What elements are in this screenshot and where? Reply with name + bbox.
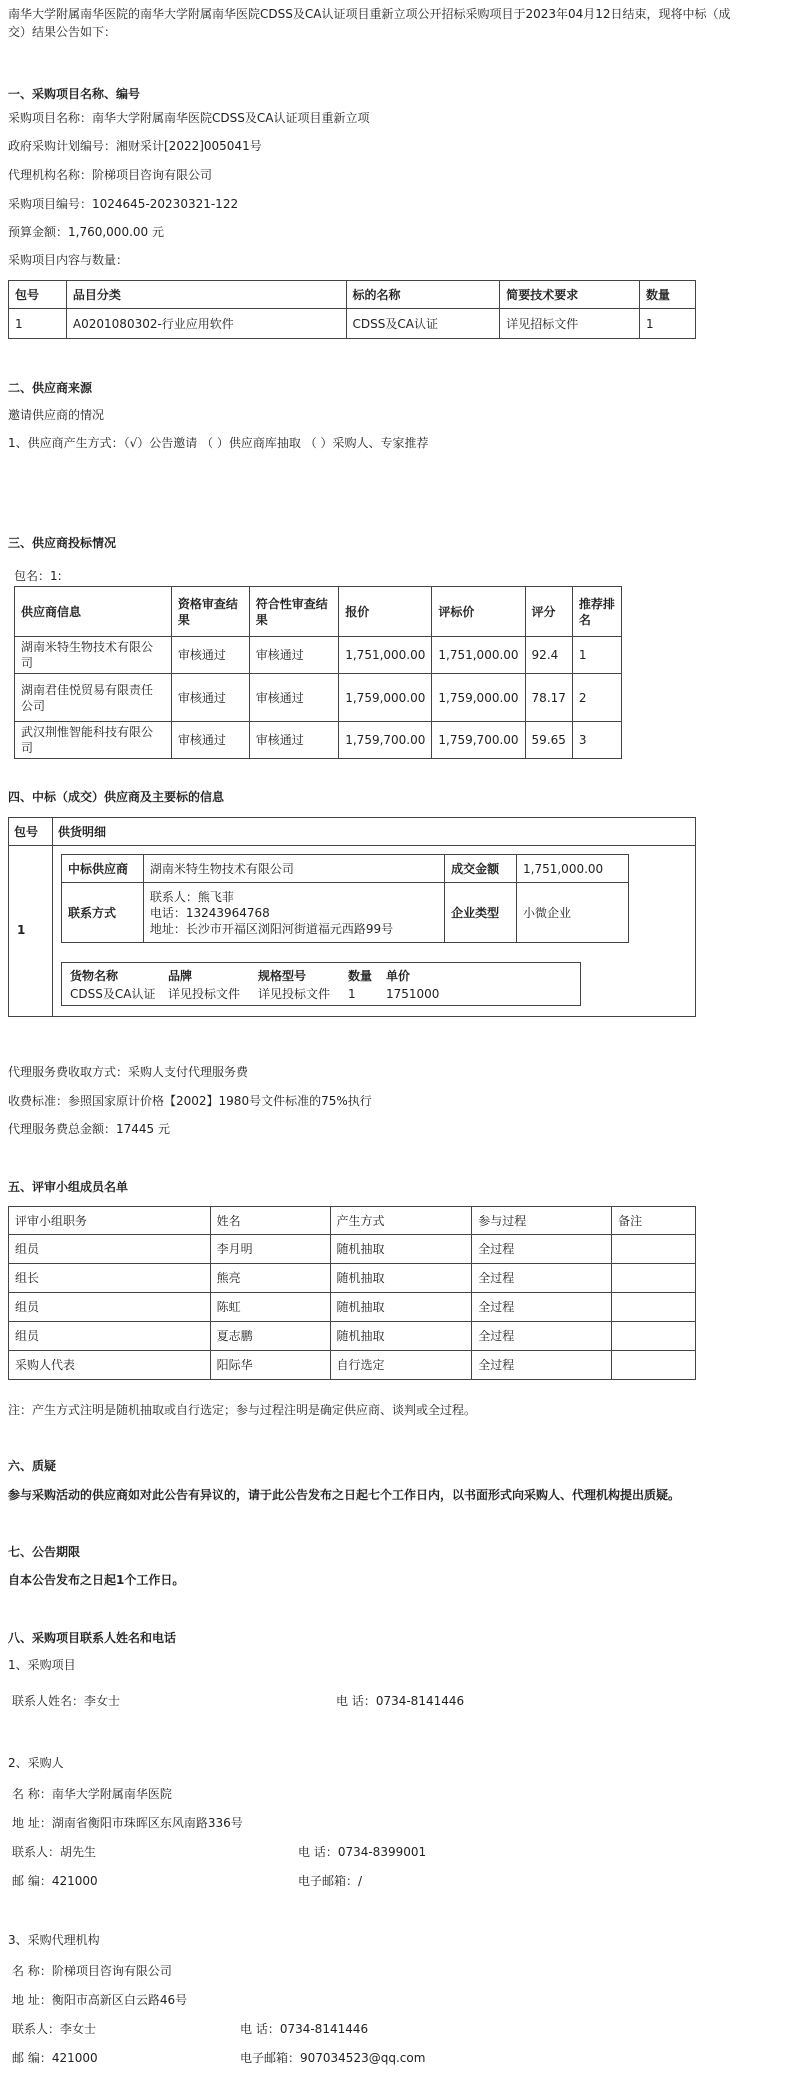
package-label: 包名：1:	[14, 569, 62, 583]
table-cell: 夏志鹏	[210, 1322, 330, 1351]
purchaser-name: 名 称：南华大学附属南华医院	[12, 1787, 172, 1801]
table-cell: 随机抽取	[330, 1264, 472, 1293]
table-cell: 随机抽取	[330, 1235, 472, 1264]
amount-label: 成交金额	[445, 855, 517, 883]
header-cell: 符合性审查结果	[249, 587, 338, 637]
table-cell	[612, 1322, 696, 1351]
goods-cell: 详见投标文件	[258, 987, 331, 1001]
pkg-number: 1	[17, 923, 26, 937]
contact-row	[62, 883, 629, 943]
table-row	[15, 674, 622, 722]
table-row	[9, 1322, 696, 1351]
agency-phone: 电 话：0734-8141446	[240, 2022, 369, 2036]
invite-label: 邀请供应商的情况	[8, 408, 105, 422]
period-text: 自本公告发布之日起1个工作日。	[8, 1573, 185, 1587]
table-row	[9, 1235, 696, 1264]
table-cell: 1,759,000.00	[432, 674, 525, 722]
section-3-title: 三、供应商投标情况	[8, 536, 117, 550]
section-5-title: 五、评审小组成员名单	[8, 1180, 129, 1194]
contact-phone: 电话：13243964768	[149, 905, 270, 920]
agency-contact-name: 名 称：阶梯项目咨询有限公司	[12, 1964, 172, 1978]
fee-method: 代理服务费收取方式：采购人支付代理服务费	[8, 1065, 249, 1079]
committee-table	[8, 1206, 696, 1380]
table-header-row	[9, 1207, 696, 1235]
header-cell: 品目分类	[66, 281, 346, 309]
goods-cell: CDSS及CA认证	[70, 987, 156, 1001]
table-cell: 组员	[9, 1293, 211, 1322]
table-cell: 59.65	[525, 722, 572, 759]
winner-info-box	[8, 817, 696, 1017]
table-cell: 武汉荆惟智能科技有限公司	[15, 722, 172, 759]
header-cell: 评分	[525, 587, 572, 637]
table-cell: 3	[572, 722, 621, 759]
header-cell: 姓名	[210, 1207, 330, 1235]
table-cell: 1,759,000.00	[339, 674, 432, 722]
table-row	[9, 1264, 696, 1293]
goods-header: 规格型号	[258, 969, 307, 983]
budget-amount: 预算金额：1,760,000.00 元	[8, 225, 164, 239]
table-cell: 2	[572, 674, 621, 722]
table-cell	[612, 1351, 696, 1380]
table-cell: 李月明	[210, 1235, 330, 1264]
goods-cell: 详见投标文件	[168, 987, 241, 1001]
supplier-method: 1、供应商产生方式：（√）公告邀请 （ ）供应商库抽取 （ ）采购人、专家推荐	[8, 436, 429, 450]
committee-note: 注：产生方式注明是随机抽取或自行选定；参与过程注明是确定供应商、谈判或全过程。	[8, 1403, 477, 1417]
fee-total: 代理服务费总金额：17445 元	[8, 1122, 170, 1136]
header-cell: 标的名称	[346, 281, 500, 309]
table-cell: 熊亮	[210, 1264, 330, 1293]
table-cell: 审核通过	[249, 722, 338, 759]
table-cell: 全过程	[472, 1293, 612, 1322]
challenge-text: 参与采购活动的供应商如对此公告有异议的，请于此公告发布之日起七个工作日内，以书面形式向采购人、代理机构提出质疑。	[8, 1488, 681, 1502]
section-4-title: 四、中标（成交）供应商及主要标的信息	[8, 790, 225, 804]
pkg-header-label: 包号	[14, 825, 39, 839]
table-cell: 审核通过	[171, 722, 249, 759]
detail-header-label: 供货明细	[58, 825, 107, 839]
goods-header: 货物名称	[70, 969, 119, 983]
header-cell: 备注	[612, 1207, 696, 1235]
section-1-title: 一、采购项目名称、编号	[8, 87, 141, 101]
table-cell: 1,759,700.00	[339, 722, 432, 759]
header-cell: 参与过程	[472, 1207, 612, 1235]
winner-header-detail	[53, 818, 695, 846]
goods-box	[61, 962, 581, 1006]
winner-row	[62, 855, 629, 883]
contact-label: 联系方式	[62, 883, 144, 943]
goods-header: 单价	[386, 969, 411, 983]
agency-contact: 联系人：李女士	[12, 2022, 97, 2036]
table-cell: 组长	[9, 1264, 211, 1293]
table-cell: 详见招标文件	[500, 309, 640, 339]
content-label: 采购项目内容与数量：	[8, 253, 129, 267]
goods-header: 品牌	[168, 969, 193, 983]
table-row	[15, 637, 622, 674]
project-content-table	[8, 280, 696, 339]
table-cell: 组员	[9, 1322, 211, 1351]
table-cell: 1	[9, 309, 67, 339]
table-cell: 组员	[9, 1235, 211, 1264]
table-cell	[612, 1293, 696, 1322]
header-cell: 推荐排名	[572, 587, 621, 637]
table-cell: 审核通过	[249, 674, 338, 722]
table-header-row	[15, 587, 622, 637]
table-cell: CDSS及CA认证	[346, 309, 500, 339]
table-cell: 1	[572, 637, 621, 674]
header-cell: 简要技术要求	[500, 281, 640, 309]
table-cell: 1,751,000.00	[432, 637, 525, 674]
table-cell: 1,759,700.00	[432, 722, 525, 759]
contact-address: 地址：长沙市开福区浏阳河街道福元西路99号	[149, 921, 394, 936]
section-8-title: 八、采购项目联系人姓名和电话	[8, 1631, 177, 1645]
header-cell: 报价	[339, 587, 432, 637]
table-cell: 陈虹	[210, 1293, 330, 1322]
table-cell: 全过程	[472, 1264, 612, 1293]
winner-detail-table	[61, 854, 629, 943]
bid-table	[14, 586, 622, 759]
table-cell: A0201080302-行业应用软件	[66, 309, 346, 339]
purchaser-email: 电子邮箱：/	[298, 1874, 363, 1888]
table-cell: 全过程	[472, 1351, 612, 1380]
table-row	[9, 1293, 696, 1322]
header-cell: 评审小组职务	[9, 1207, 211, 1235]
table-row	[9, 309, 696, 339]
header-cell: 包号	[9, 281, 67, 309]
agency-email: 电子邮箱：907034523@qq.com	[240, 2051, 426, 2065]
intro-line-1: 南华大学附属南华医院的南华大学附属南华医院CDSS及CA认证项目重新立项公开招标采购项目于2023年04月12日结束，现将中标（成	[8, 7, 731, 21]
header-cell: 产生方式	[330, 1207, 472, 1235]
table-cell: 78.17	[525, 674, 572, 722]
table-cell: 随机抽取	[330, 1322, 472, 1351]
agency-postcode: 邮 编：421000	[12, 2051, 98, 2065]
table-cell: 1,751,000.00	[339, 637, 432, 674]
header-cell: 资格审查结果	[171, 587, 249, 637]
table-cell: 审核通过	[249, 637, 338, 674]
winner-header-pkg	[9, 818, 53, 846]
table-cell: 1	[640, 309, 696, 339]
goods-header: 数量	[348, 969, 373, 983]
project-contact-name: 联系人姓名：李女士	[12, 1694, 121, 1708]
table-cell: 全过程	[472, 1235, 612, 1264]
winner-label: 中标供应商	[62, 855, 144, 883]
plan-number: 政府采购计划编号：湘财采计[2022]005041号	[8, 139, 262, 153]
table-cell: 采购人代表	[9, 1351, 211, 1380]
table-cell	[612, 1235, 696, 1264]
section-2-title: 二、供应商来源	[8, 381, 93, 395]
header-cell: 评标价	[432, 587, 525, 637]
section-7-title: 七、公告期限	[8, 1545, 81, 1559]
table-cell: 湖南米特生物技术有限公司	[15, 637, 172, 674]
purchaser-phone: 电 话：0734-8399001	[298, 1845, 427, 1859]
project-name: 采购项目名称：南华大学附属南华医院CDSS及CA认证项目重新立项	[8, 111, 370, 125]
purchaser-contact: 联系人：胡先生	[12, 1845, 97, 1859]
table-header-row	[9, 281, 696, 309]
table-cell: 全过程	[472, 1322, 612, 1351]
goods-cell: 1	[348, 987, 356, 1001]
header-cell: 供应商信息	[15, 587, 172, 637]
contact-group-purchaser: 2、采购人	[8, 1756, 64, 1770]
amount-value: 1,751,000.00	[517, 855, 629, 883]
table-row	[9, 1351, 696, 1380]
purchaser-postcode: 邮 编：421000	[12, 1874, 98, 1888]
contact-cell	[143, 883, 444, 943]
table-cell: 自行选定	[330, 1351, 472, 1380]
project-contact-phone: 电 话：0734-8141446	[336, 1694, 465, 1708]
type-label: 企业类型	[445, 883, 517, 943]
winner-name: 湖南米特生物技术有限公司	[143, 855, 444, 883]
contact-group-project: 1、采购项目	[8, 1658, 76, 1672]
table-cell	[612, 1264, 696, 1293]
section-6-title: 六、质疑	[8, 1459, 57, 1473]
header-cell: 数量	[640, 281, 696, 309]
winner-pkg-cell	[9, 846, 53, 1016]
intro-line-2: 交）结果公告如下：	[8, 25, 117, 39]
table-cell: 92.4	[525, 637, 572, 674]
table-cell: 湖南君佳悦贸易有限责任公司	[15, 674, 172, 722]
goods-cell: 1751000	[386, 987, 440, 1001]
purchaser-address: 地 址：湖南省衡阳市珠晖区东风南路336号	[12, 1816, 243, 1830]
table-row	[15, 722, 622, 759]
contact-person: 联系人：熊飞菲	[149, 889, 234, 904]
agency-name: 代理机构名称：阶梯项目咨询有限公司	[8, 168, 213, 182]
table-cell: 审核通过	[171, 637, 249, 674]
type-value: 小微企业	[517, 883, 629, 943]
fee-standard: 收费标准：参照国家原计价格【2002】1980号文件标准的75%执行	[8, 1094, 372, 1108]
table-cell: 审核通过	[171, 674, 249, 722]
agency-address: 地 址：衡阳市高新区白云路46号	[12, 1993, 188, 2007]
table-cell: 随机抽取	[330, 1293, 472, 1322]
table-cell: 阳际华	[210, 1351, 330, 1380]
project-code: 采购项目编号：1024645-20230321-122	[8, 197, 239, 211]
contact-group-agency: 3、采购代理机构	[8, 1933, 100, 1947]
